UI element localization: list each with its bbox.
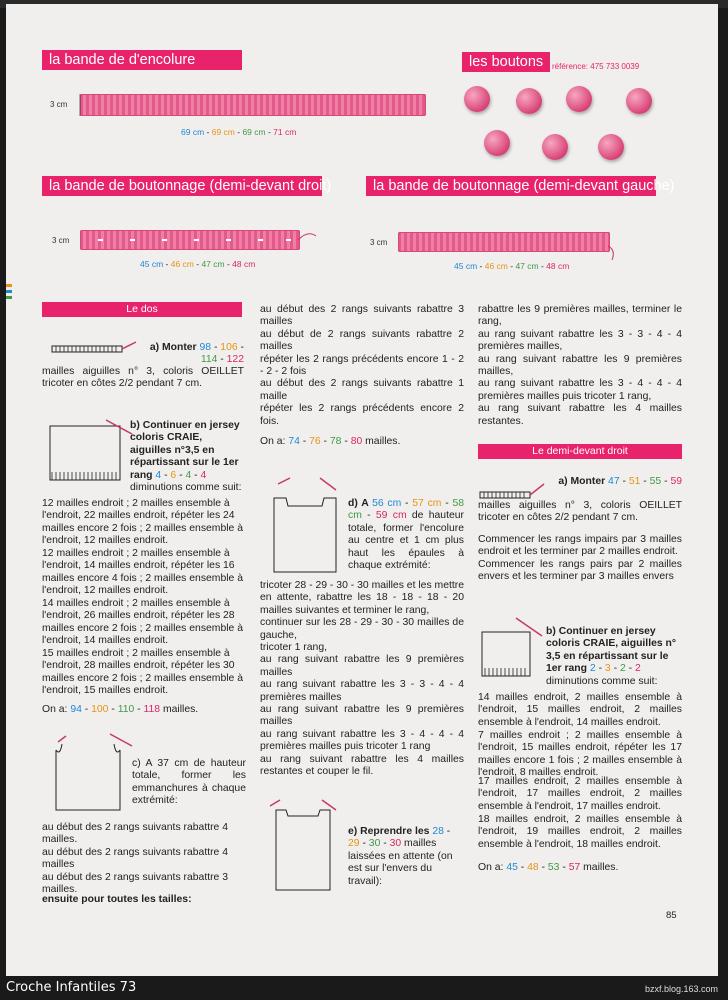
armhole-diagram (46, 732, 136, 820)
col2-stitch-count: On a: 74 - 76 - 78 - 80 mailles. (260, 436, 401, 447)
button-photo (566, 86, 592, 112)
button-photo (598, 134, 624, 160)
col3-decrease-instructions: rabattre les 9 premières mailles, terminer le rang, au rang suivant rabattre les 3 - 3 - 4 - 4 premières mailles, au rang suivant rabattre les 9 premières mailles, au rang suivant rabattre les 3 - 4 - 4 - 4 premières mailles puis tricoter 1 rang, au rang suivant rabattre les 4 mailles restantes. (478, 304, 682, 427)
demi-size4-instructions: 18 mailles endroit, 2 mailles ensemble à l'endroit, 19 mailles endroit, 2 mailles ensemble à l'endroit, 18 mailles endroit. (478, 814, 682, 850)
dos-step-a-rest: mailles aiguilles n° 3, coloris OEILLET tricoter en côtes 2/2 pendant 7 cm. (42, 366, 244, 390)
dos-step-c-lines: au début des 2 rangs suivants rabattre 4 mailles. au début des 2 rangs suivants rabattre 4 mailles au début des 2 rangs suivants rabattre 3 mailles. (42, 822, 228, 896)
bande-droit-measures: 45 cm - 46 cm - 47 cm - 48 cm (140, 259, 256, 269)
bande-gauche-band (398, 232, 610, 252)
header-boutons: les boutons (462, 52, 550, 72)
dos-size3-instructions: 14 mailles endroit ; 2 mailles ensemble à l'endroit, 26 mailles endroit, répéter les 28 mailles encore 2 fois ; 2 mailles ensemble à l'endroit, 14 mailles endroit. (42, 598, 243, 647)
magazine-page (6, 4, 718, 976)
header-bande-droit: la bande de boutonnage (demi-devant droit) (42, 176, 322, 196)
demi-step-b: b) Continuer en jersey coloris CRAIE, aiguilles n° 3,5 en répartissant sur le 1er rang 2 - 3 - 2 - 2 diminutions comme suit: (546, 626, 677, 687)
encolure-band (80, 94, 426, 116)
dos-step-a: a) Monter 98 - 106 - 114 - 122 (149, 342, 244, 366)
dos-title: Le dos (42, 302, 242, 317)
yarn-end (606, 240, 626, 264)
demi-step-a: a) Monter 47 - 51 - 55 - 59 (558, 476, 682, 487)
bande-gauche-height: 3 cm (370, 238, 388, 247)
dos-step-b: b) Continuer en jersey coloris CRAIE, aiguilles n°3,5 en répartissant sur le 1er rang 4 - 6 - 4 - 4 diminutions comme suit: (130, 420, 242, 494)
edge-mark (6, 296, 12, 299)
col2-decrease-instructions: au début des 2 rangs suivants rabattre 3 mailles au début de 2 rangs suivants rabattre 2 mailles répéter les 2 rangs précédents encore 1 - 2 - 2 - 2 fois au début des 2 rangs suivants rabattre 1 maille répéter les 2 rangs précédents encore 2 fois. (260, 304, 464, 427)
bande-gauche-measures: 45 cm - 46 cm - 47 cm - 48 cm (454, 261, 570, 271)
demi-stitch-count: On a: 45 - 48 - 53 - 57 mailles. (478, 862, 619, 873)
demi-size2-instructions: 7 mailles endroit ; 2 mailles ensemble à l'endroit, 15 mailles endroit, répéter les 17 mailles encore 1 fois ; 2 mailles ensemble à l'endroit, 8 mailles endroit. (478, 730, 682, 779)
bande-droit-height: 3 cm (52, 236, 70, 245)
button-photo (516, 88, 542, 114)
demi-commencer: Commencer les rangs impairs par 3 mailles endroit et les terminer par 2 mailles endroit. Commencer les rangs pairs par 2 mailles envers et les terminer par 3 mailles envers (478, 534, 682, 583)
demi-size3-instructions: 17 mailles endroit, 2 mailles ensemble à l'endroit, 17 mailles endroit, 2 mailles ensemble à l'endroit, 17 mailles endroit. (478, 776, 682, 812)
dos-stitch-count: On a: 94 - 100 - 110 - 118 mailles. (42, 704, 199, 715)
dos-size1-instructions: 12 mailles endroit ; 2 mailles ensemble à l'endroit, 22 mailles endroit, répéter les 24 mailles encore 2 fois ; 2 mailles ensemble à l'endroit, 12 mailles endroit. (42, 498, 243, 547)
yarn-end (296, 226, 322, 256)
jersey-diagram (46, 416, 134, 486)
bande-droit-band (80, 230, 300, 250)
source-watermark: bzxf.blog.163.com (644, 984, 718, 994)
reference-code: référence: 475 733 0039 (552, 62, 640, 71)
rib-diagram (50, 340, 140, 360)
dos-all-sizes-note: ensuite pour toutes les tailles: (42, 894, 192, 905)
header-encolure: la bande de d'encolure (42, 50, 242, 70)
button-photo (484, 130, 510, 156)
dos-size4-instructions: 15 mailles endroit ; 2 mailles ensemble à l'endroit, 28 mailles endroit, répéter les 30 mailles encore 2 fois ; 2 mailles ensemble à l'endroit, 15 mailles endroit. (42, 648, 243, 697)
edge-mark (6, 290, 12, 293)
col2-step-e: e) Reprendre les 28 - 29 - 30 - 30 mailles laissées en attente (on est sur l'envers du travail): (348, 826, 453, 887)
neckline-diagram (264, 476, 344, 576)
dos-step-c: c) A 37 cm de hauteur totale, former les emmanchures à chaque extrémité: (132, 758, 246, 807)
col2-step-d-body: tricoter 28 - 29 - 30 - 30 mailles et les mettre en attente, rabattre les 18 - 18 - 18 - 20 mailles suivantes et terminer le rang, continuer sur les 28 - 29 - 30 - 30 mailles de gauche, tricoter 1 rang, au rang suivant rabattre les 9 premières mailles au rang suivant rabattre les 3 - 3 - 4 - 4 premières mailles au rang suivant rabattre les 9 premières mailles au rang suivant rabattre les 3 - 4 - 4 - 4 premières mailles puis tricoter 1 rang au rang suivant rabattre les 4 mailles restantes et couper le fil. (260, 580, 464, 778)
encolure-dim-bracket (72, 90, 88, 120)
front-jersey-diagram (476, 614, 552, 680)
magazine-brand: Croche Infantiles 73 (6, 980, 137, 995)
demi-size1-instructions: 14 mailles endroit, 2 mailles ensemble à l'endroit, 15 mailles endroit, 2 mailles ensemble à l'endroit, 14 mailles endroit. (478, 692, 682, 728)
encolure-measures: 69 cm - 69 cm - 69 cm - 71 cm (181, 127, 297, 137)
button-photo (626, 88, 652, 114)
button-photo (542, 134, 568, 160)
demi-devant-title: Le demi-devant droit (478, 444, 682, 459)
edge-mark (6, 284, 12, 287)
page-number: 85 (666, 910, 677, 921)
col2-step-d: d) A 56 cm - 57 cm - 58 cm - 59 cm de hauteur totale, former l'encolure au centre et 1 cm plus haut les épaules à chaque extrémité: (348, 498, 465, 572)
button-photo (464, 86, 490, 112)
encolure-height: 3 cm (50, 100, 68, 109)
header-bande-gauche: la bande de boutonnage (demi-devant gauche) (366, 176, 656, 196)
shoulder-diagram (264, 796, 344, 896)
demi-step-a-rest: mailles aiguilles n° 3, coloris OEILLET tricoter en côtes 2/2 pendant 7 cm. (478, 500, 682, 524)
dos-size2-instructions: 12 mailles endroit ; 2 mailles ensemble à l'endroit, 14 mailles endroit, répéter les 16 mailles encore 4 fois ; 2 mailles ensemble à l'endroit, 12 mailles endroit. (42, 548, 243, 597)
